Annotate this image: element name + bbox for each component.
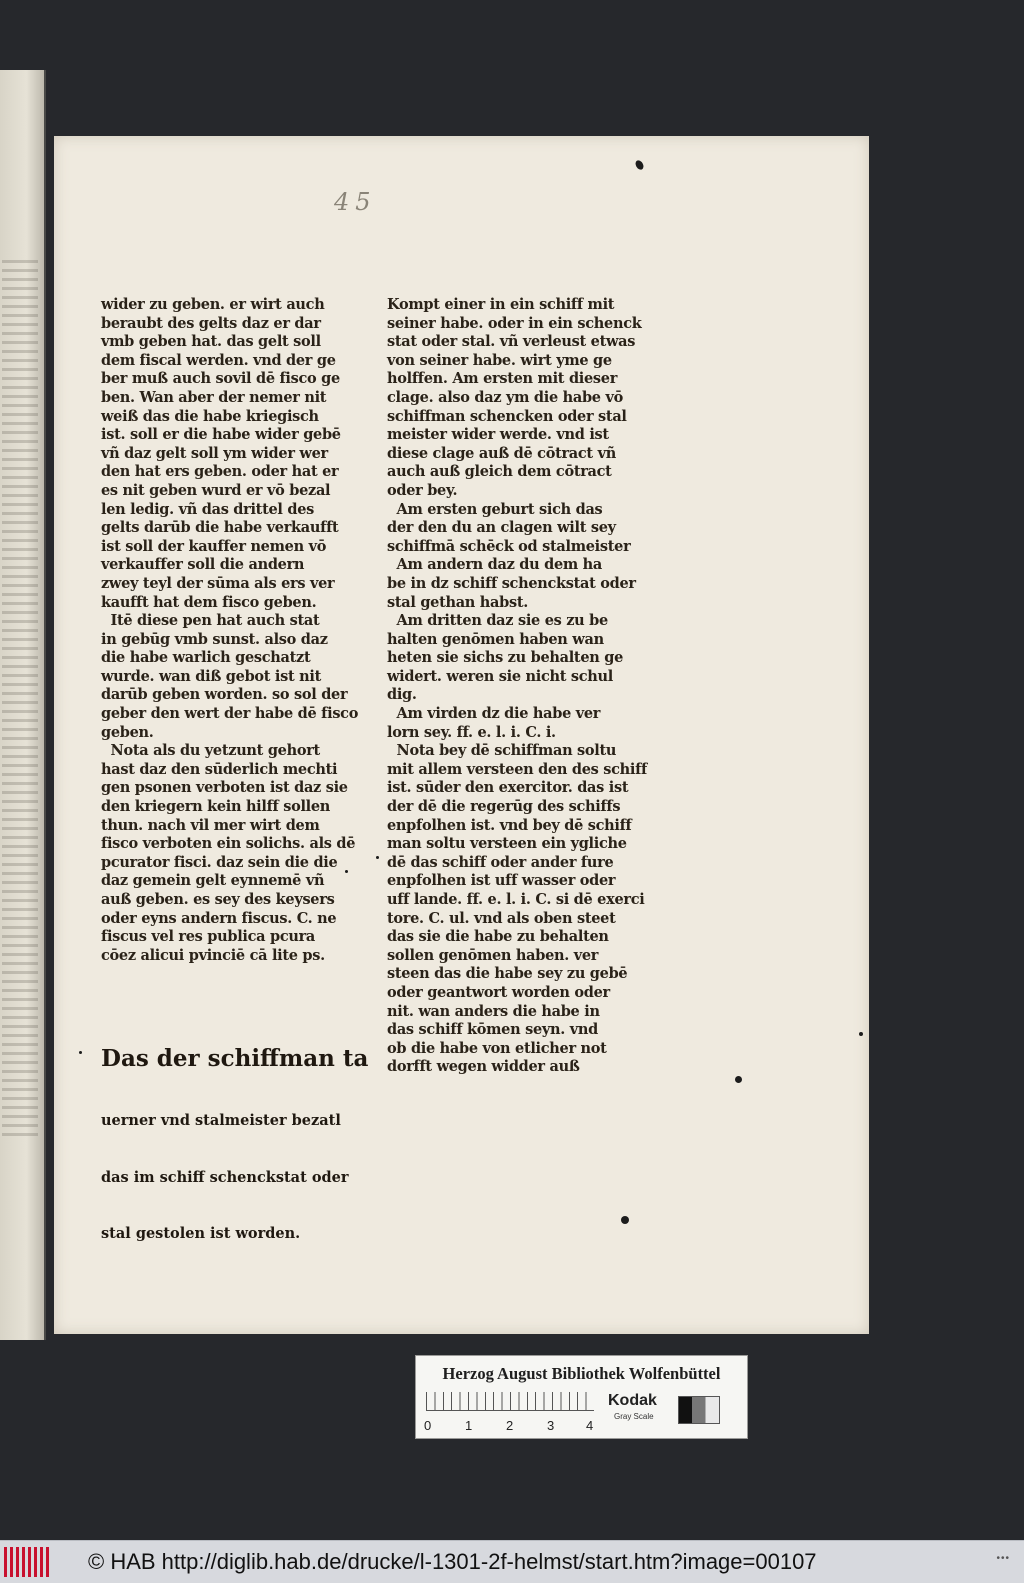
text-line: schiffman schencken oder stal xyxy=(387,407,627,425)
text-line: Am ersten geburt sich das xyxy=(387,500,603,518)
text-line: ist soll der kauffer nemen vō xyxy=(101,537,327,555)
ink-spot xyxy=(634,159,645,171)
text-line: dem fiscal werden. vnd der ge xyxy=(101,351,336,369)
text-line: von seiner habe. wirt yme ge xyxy=(387,351,612,369)
scale-ruler xyxy=(426,1392,594,1411)
text-line: daz gemein gelt eynnemē vñ xyxy=(101,872,325,890)
ink-spot xyxy=(79,1051,82,1054)
ink-spot xyxy=(376,856,379,859)
scale-number: 3 xyxy=(547,1418,555,1433)
text-line: oder geantwort worden oder xyxy=(387,983,610,1001)
text-line: weiß das die habe kriegisch xyxy=(101,407,319,425)
text-line: tore. C. ul. vnd als oben steet xyxy=(387,909,616,927)
section-heading xyxy=(101,1006,369,1282)
heading-line: uerner vnd stalmeister bezatl xyxy=(101,1112,341,1129)
text-line: wurde. wan diß gebot ist nit xyxy=(101,667,321,685)
text-line: der dē die regerūg des schiffs xyxy=(387,798,621,816)
ink-spot xyxy=(859,1032,863,1036)
text-line: das schiff kōmen seyn. vnd xyxy=(387,1021,598,1039)
text-line: meister wider werde. vnd ist xyxy=(387,426,609,444)
text-line: clage. also daz ym die habe vō xyxy=(387,388,623,406)
text-line: ber muß auch sovil dē fisco ge xyxy=(101,370,340,388)
text-line: Am dritten daz sie es zu be xyxy=(387,612,608,630)
text-line: sollen genōmen haben. ver xyxy=(387,946,599,964)
text-line: mit allem versteen den des schiff xyxy=(387,760,647,778)
text-line: Am andern daz du dem ha xyxy=(387,556,603,574)
ink-spot xyxy=(621,1216,629,1224)
scale-number: 0 xyxy=(424,1418,432,1433)
text-line: stal gethan habst. xyxy=(387,593,528,611)
text-line: oder bey. xyxy=(387,481,458,499)
scale-number: 4 xyxy=(586,1418,594,1433)
gray-scale-label: Gray Scale xyxy=(614,1412,654,1421)
text-line: uff lande. ff. e. l. i. C. si dē exerci xyxy=(387,891,645,908)
text-line: Kompt einer in ein schiff mit xyxy=(387,296,615,313)
library-name: Herzog August Bibliothek Wolfenbüttel xyxy=(442,1364,721,1383)
text-line: hast daz den sūderlich mechti xyxy=(101,760,338,778)
text-line: dē das schiff oder ander fure xyxy=(387,853,614,871)
text-line: Nota bey dē schiffman soltu xyxy=(387,742,617,760)
footer-bar xyxy=(0,1540,1024,1583)
folio-number: 45 xyxy=(334,188,377,216)
text-line: die habe warlich geschatzt xyxy=(101,649,311,667)
text-line: diese clage auß dē cōtract vñ xyxy=(387,444,616,462)
text-line: zwey teyl der sūma als ers ver xyxy=(101,574,335,592)
text-line: wider zu geben. er wirt auch xyxy=(101,296,325,313)
text-line: schiffmā schēck od stalmeister xyxy=(387,537,631,555)
previous-page-bleed-text xyxy=(2,260,38,1140)
text-line: fisco verboten ein solichs. als dē xyxy=(101,835,356,853)
scale-number: 2 xyxy=(506,1418,514,1433)
text-line: kaufft hat dem fisco geben. xyxy=(101,593,317,611)
text-line: holffen. Am ersten mit dieser xyxy=(387,370,618,388)
text-line: den kriegern kein hilff sollen xyxy=(101,798,331,816)
text-line: auß geben. es sey des keysers xyxy=(101,891,335,908)
text-line: geben. xyxy=(101,723,154,741)
text-line: oder eyns andern fiscus. C. ne xyxy=(101,909,337,927)
text-line: enpfolhen ist. vnd bey dē schiff xyxy=(387,816,632,834)
text-line: in gebūg vmb sunst. also daz xyxy=(101,630,328,648)
text-line: gelts darūb die habe verkaufft xyxy=(101,519,339,537)
text-line: dorfft wegen widder auß xyxy=(387,1058,580,1076)
text-line: vñ daz gelt soll ym wider wer xyxy=(101,444,328,462)
text-line: stat oder stal. vñ verleust etwas xyxy=(387,333,636,351)
text-line: nit. wan anders die habe in xyxy=(387,1002,600,1020)
text-line: beraubt des gelts daz er dar xyxy=(101,314,321,332)
scale-number: 1 xyxy=(465,1418,473,1433)
text-line: halten genōmen haben wan xyxy=(387,630,604,648)
text-line: den hat ers geben. oder hat er xyxy=(101,463,339,481)
heading-line: das im schiff schenckstat oder xyxy=(101,1168,349,1186)
ink-spot xyxy=(735,1076,742,1083)
footer-menu-icon[interactable]: ••• xyxy=(996,1553,1010,1564)
text-line: fiscus vel res publica pcura xyxy=(101,928,316,946)
text-line: dig. xyxy=(387,686,417,704)
color-calibration-bar xyxy=(415,1355,748,1439)
text-line: enpfolhen ist uff wasser oder xyxy=(387,872,616,890)
text-line: thun. nach vil mer wirt dem xyxy=(101,816,320,834)
text-line: len ledig. vñ das drittel des xyxy=(101,500,314,518)
text-line: heten sie sichs zu behalten ge xyxy=(387,649,623,667)
text-line: darūb geben worden. so sol der xyxy=(101,686,348,704)
text-line: vmb geben hat. das gelt soll xyxy=(101,333,321,351)
text-line: das sie die habe zu behalten xyxy=(387,928,609,946)
text-line: lorn sey. ff. e. l. i. C. i. xyxy=(387,723,556,741)
text-line: ben. Wan aber der nemer nit xyxy=(101,388,327,406)
text-line: Nota als du yetzunt gehort xyxy=(101,742,320,760)
ink-spot xyxy=(345,870,348,873)
heading-title: Das der schiffman ta xyxy=(101,1045,369,1072)
text-line: cōez alicui pvinciē cā lite ps. xyxy=(101,946,325,964)
text-line: ist. sūder den exercitor. das ist xyxy=(387,779,629,797)
kodak-brand: Kodak xyxy=(608,1392,657,1409)
text-line: Itē diese pen hat auch stat xyxy=(101,612,320,630)
left-text-column xyxy=(101,296,359,965)
text-line: geber den wert der habe dē fisco xyxy=(101,705,359,723)
gray-swatch xyxy=(678,1396,720,1424)
previous-page-edge xyxy=(0,70,46,1340)
text-line: ist. soll er die habe wider gebē xyxy=(101,426,341,444)
text-line: es nit geben wurd er vō bezal xyxy=(101,481,331,499)
text-line: be in dz schiff schenckstat oder xyxy=(387,574,636,592)
text-line: Am virden dz die habe ver xyxy=(387,705,601,723)
text-line: verkauffer soll die andern xyxy=(101,556,305,574)
text-line: pcurator fisci. daz sein die die xyxy=(101,853,338,871)
book-page xyxy=(54,136,869,1334)
footer-copyright-url[interactable]: © HAB http://diglib.hab.de/drucke/l-1301-2f-helmst/start.htm?image=00107 xyxy=(88,1549,817,1574)
text-line: man soltu versteen ein ygliche xyxy=(387,835,627,853)
text-line: steen das die habe sey zu gebē xyxy=(387,965,628,983)
text-line: widert. weren sie nicht schul xyxy=(387,667,613,685)
text-line: seiner habe. oder in ein schenck xyxy=(387,314,642,332)
text-line: auch auß gleich dem cōtract xyxy=(387,463,612,481)
text-line: gen psonen verboten ist daz sie xyxy=(101,779,348,797)
right-text-column xyxy=(387,296,647,1077)
text-line: ob die habe von etlicher not xyxy=(387,1039,607,1057)
hab-logo-icon xyxy=(4,1547,50,1577)
heading-line: stal gestolen ist worden. xyxy=(101,1225,301,1243)
text-line: der den du an clagen wilt sey xyxy=(387,519,616,537)
